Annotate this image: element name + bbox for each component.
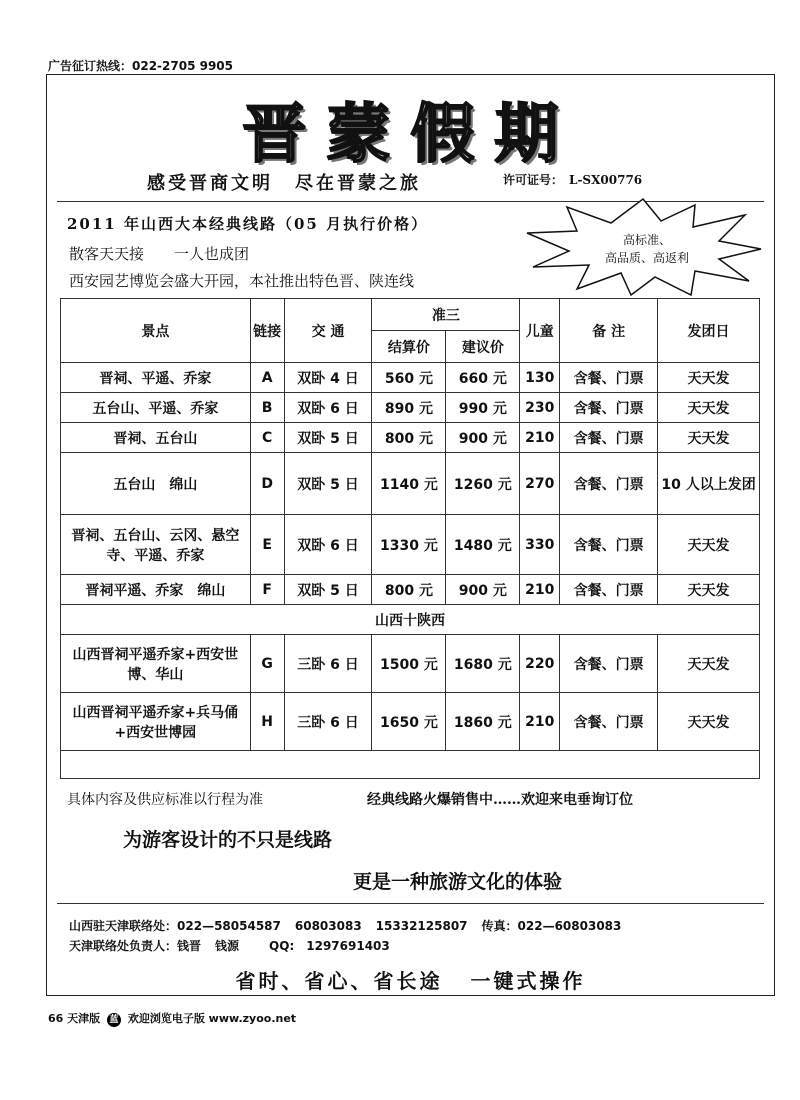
header-suggest: 建议价 [446,331,520,363]
header-settle: 结算价 [372,331,446,363]
closing-part-b: 一键式操作 [470,969,586,993]
route-spots: 五台山 绵山 [61,453,251,515]
header-child: 儿童 [520,299,560,363]
intro-line-2: 西安园艺博览会盛大开园，本社推出特色晋、陕连线 [69,273,415,290]
table-row [61,635,760,693]
route-suggest-price: 1680 元 [446,635,520,693]
table-row [61,453,760,515]
slogan-part-a: 感受晋商文明 [147,173,273,194]
office-label: 山西驻天津联络处： [69,919,178,933]
route-code: C [250,423,284,453]
license-number [503,171,642,188]
header-zhunsan: 准三 [372,299,520,331]
route-settle-price: 800 元 [372,423,446,453]
closing-part-a: 省时、省心、省长途 [235,969,443,993]
route-remark: 含餐、门票 [560,575,658,605]
route-settle-price: 1500 元 [372,635,446,693]
route-spots: 山西晋祠平遥乔家+兵马俑+西安世博园 [61,693,251,751]
route-depart: 天天发 [658,423,760,453]
route-spots: 晋祠、五台山、云冈、悬空寺、平遥、乔家 [61,515,251,575]
brand-logo-title: 晋蒙假期 [242,97,579,172]
route-settle-price: 560 元 [372,363,446,393]
route-suggest-price: 1260 元 [446,453,520,515]
header-transport: 交 通 [284,299,372,363]
route-remark: 含餐、门票 [560,363,658,393]
person-label: 天津联络处负责人： [69,939,178,953]
route-child-price: 210 [520,693,560,751]
table-row [61,575,760,605]
route-spots: 晋祠、平遥、乔家 [61,363,251,393]
route-suggest-price: 660 元 [446,363,520,393]
contact-line-1 [69,917,635,934]
footer-url[interactable]: www.zyoo.net [208,1012,297,1025]
slogan-part-b: 尽在晋蒙之旅 [295,173,421,194]
route-child-price: 220 [520,635,560,693]
route-child-price: 330 [520,515,560,575]
closing-slogan [47,965,774,994]
route-settle-price: 890 元 [372,393,446,423]
route-remark: 含餐、门票 [560,423,658,453]
route-child-price: 130 [520,363,560,393]
table-row [61,693,760,751]
license-value: L-SX00776 [569,173,643,187]
tagline-1: 为游客设计的不只是线路 [123,829,333,851]
route-remark: 含餐、门票 [560,453,658,515]
route-depart: 10 人以上发团 [658,453,760,515]
tagline-2: 更是一种旅游文化的体验 [353,871,563,893]
route-code: H [250,693,284,751]
route-suggest-price: 1480 元 [446,515,520,575]
route-depart: 天天发 [658,635,760,693]
route-transport: 双卧 5 日 [284,423,372,453]
starburst-line-2: 高品质、高返利 [604,251,689,265]
qq: QQ: 1297691403 [269,939,390,953]
route-child-price: 210 [520,423,560,453]
routes-headline: 2011 年山西大本经典线路（05 月执行价格） [67,215,429,233]
route-suggest-price: 1860 元 [446,693,520,751]
contact-divider [57,903,764,904]
route-remark: 含餐、门票 [560,693,658,751]
empty-row [61,751,760,779]
section-shanxi-shaanxi: 山西十陕西 [61,605,760,635]
route-settle-price: 800 元 [372,575,446,605]
header-spot: 景点 [61,299,251,363]
route-child-price: 230 [520,393,560,423]
advertisement-frame [46,74,775,996]
page-number: 66 天津版 [48,1012,101,1025]
route-child-price: 210 [520,575,560,605]
mobile: 15332125807 [375,919,468,933]
edition-badge-icon: 蓝 [107,1013,121,1027]
license-label: 许可证号： [503,173,564,187]
route-transport: 三卧 6 日 [284,693,372,751]
route-settle-price: 1140 元 [372,453,446,515]
route-code: G [250,635,284,693]
starburst-text [567,231,727,267]
route-spots: 晋祠、五台山 [61,423,251,453]
starburst-line-1: 高标准、 [622,233,671,247]
route-depart: 天天发 [658,515,760,575]
route-depart: 天天发 [658,363,760,393]
route-remark: 含餐、门票 [560,635,658,693]
route-suggest-price: 900 元 [446,423,520,453]
route-depart: 天天发 [658,393,760,423]
note-standard: 具体内容及供应标准以行程为准 [67,792,263,808]
route-transport: 双卧 5 日 [284,453,372,515]
route-code: B [250,393,284,423]
ad-hotline: 广告征订热线：022-2705 9905 [48,59,234,73]
route-spots: 晋祠平遥、乔家 绵山 [61,575,251,605]
route-transport: 双卧 6 日 [284,515,372,575]
route-price-table [60,298,760,779]
route-transport: 双卧 6 日 [284,393,372,423]
header-remark: 备 注 [560,299,658,363]
table-row [61,515,760,575]
phone-2: 60803083 [294,919,362,933]
fax: 传真：022—60803083 [481,919,622,933]
slogan [147,169,443,195]
route-settle-price: 1330 元 [372,515,446,575]
contact-line-2 [69,937,404,954]
route-depart: 天天发 [658,693,760,751]
person-1: 钱晋 [177,939,202,953]
header-link: 链接 [250,299,284,363]
route-spots: 山西晋祠平遥乔家+西安世博、华山 [61,635,251,693]
route-code: A [250,363,284,393]
route-settle-price: 1650 元 [372,693,446,751]
route-remark: 含餐、门票 [560,515,658,575]
route-code: D [250,453,284,515]
phone-1: 022—58054587 [177,919,281,933]
route-suggest-price: 990 元 [446,393,520,423]
route-transport: 双卧 4 日 [284,363,372,393]
route-child-price: 270 [520,453,560,515]
route-code: F [250,575,284,605]
page-footer [48,1010,296,1027]
header-depart: 发团日 [658,299,760,363]
table-row [61,363,760,393]
route-suggest-price: 900 元 [446,575,520,605]
route-code: E [250,515,284,575]
footer-text: 欢迎浏览电子版 [127,1012,205,1025]
route-remark: 含餐、门票 [560,393,658,423]
route-spots: 五台山、平遥、乔家 [61,393,251,423]
table-row [61,423,760,453]
route-transport: 三卧 6 日 [284,635,372,693]
route-depart: 天天发 [658,575,760,605]
route-transport: 双卧 5 日 [284,575,372,605]
note-booking: 经典线路火爆销售中……欢迎来电垂询订位 [367,792,633,808]
table-row [61,393,760,423]
person-2: 钱源 [215,939,240,953]
intro-line-1: 散客天天接 一人也成团 [69,246,250,263]
